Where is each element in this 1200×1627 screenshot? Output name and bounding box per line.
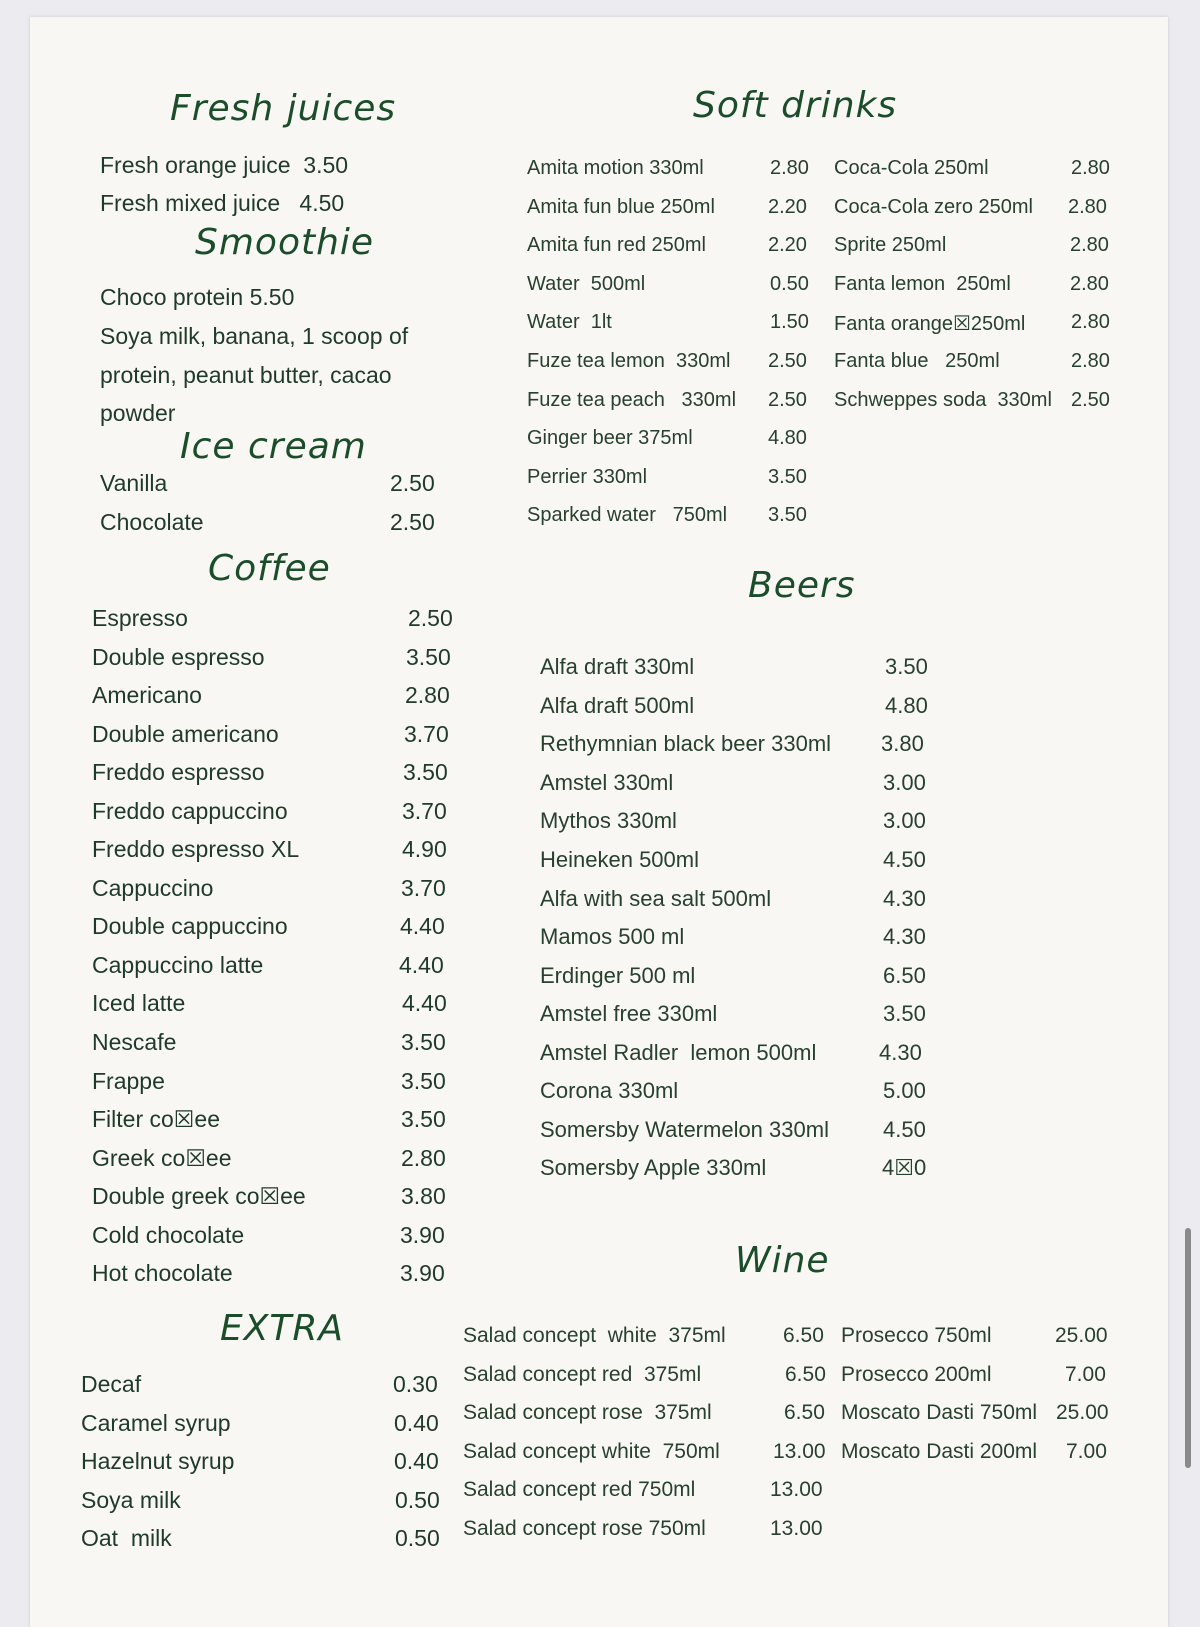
beer-name: Mythos 330ml: [540, 808, 677, 833]
soft-drink-name: Sparked water 750ml: [527, 504, 728, 526]
ice-cream-heading: Ice cream: [180, 426, 367, 467]
soft-drink-name: Schweppes soda 330ml: [834, 389, 1052, 411]
wine-price: 13.00: [770, 1478, 823, 1501]
wine-price: 7.00: [1065, 1363, 1106, 1386]
soft-drink-name: Amita fun blue 250ml: [527, 196, 715, 218]
soft-drink-name: Amita fun red 250ml: [527, 234, 706, 256]
vertical-scrollbar[interactable]: [1185, 1228, 1191, 1468]
soft-drink-name: Fanta orange☒250ml: [834, 313, 1026, 335]
coffee-name: Espresso: [92, 605, 188, 631]
coffee-name: Filter co☒ee: [92, 1106, 220, 1132]
coffee-price: 2.80: [405, 682, 450, 708]
coffee-name: Nescafe: [92, 1029, 177, 1055]
soft-drink-price: 2.80: [1071, 311, 1110, 333]
coffee-price: 4.40: [399, 952, 444, 978]
beer-name: Alfa draft 500ml: [540, 693, 695, 718]
beer-name: Somersby Watermelon 330ml: [540, 1117, 829, 1142]
beer-name: Alfa draft 330ml: [540, 654, 695, 679]
soft-drink-price: 2.80: [1071, 350, 1110, 372]
ice-cream-name: Chocolate: [100, 509, 204, 535]
coffee-price: 3.80: [401, 1183, 446, 1209]
soft-drink-price: 2.20: [768, 234, 807, 256]
beer-price: 4.30: [883, 886, 926, 911]
beer-price: 4.80: [885, 693, 928, 718]
soft-drink-price: 2.50: [1071, 389, 1110, 411]
extra-price: 0.30: [393, 1371, 438, 1397]
soft-drink-price: 0.50: [770, 273, 809, 295]
coffee-name: Frappe: [92, 1068, 165, 1094]
extra-name: Decaf: [81, 1371, 142, 1397]
extra-price: 0.40: [394, 1448, 439, 1474]
coffee-name: Freddo espresso: [92, 759, 265, 785]
soft-drink-name: Ginger beer 375ml: [527, 427, 693, 449]
beer-name: Alfa with sea salt 500ml: [540, 886, 772, 911]
coffee-name: Hot chocolate: [92, 1260, 233, 1286]
soft-drink-name: Coca-Cola 250ml: [834, 157, 989, 179]
ice-cream-price: 2.50: [390, 470, 435, 496]
coffee-price: 3.50: [406, 644, 451, 670]
coffee-name: Double cappuccino: [92, 913, 288, 939]
smoothie-heading: Smoothie: [195, 222, 375, 263]
beer-price: 4.30: [879, 1040, 922, 1065]
soft-drink-name: Fanta blue 250ml: [834, 350, 1000, 372]
smoothie-description: powder: [100, 400, 176, 426]
coffee-price: 3.50: [403, 759, 448, 785]
fresh-juices-heading: Fresh juices: [170, 88, 397, 129]
smoothie-description: Soya milk, banana, 1 scoop of: [100, 323, 409, 349]
soft-drink-name: Fanta lemon 250ml: [834, 273, 1011, 295]
coffee-name: Double greek co☒ee: [92, 1183, 306, 1209]
coffee-price: 3.50: [401, 1106, 446, 1132]
beer-name: Erdinger 500 ml: [540, 963, 696, 988]
soft-drink-price: 4.80: [768, 427, 807, 449]
beer-name: Amstel 330ml: [540, 770, 674, 795]
soft-drink-price: 1.50: [770, 311, 809, 333]
wine-price: 7.00: [1066, 1440, 1107, 1463]
beer-name: Amstel Radler lemon 500ml: [540, 1040, 817, 1065]
beer-name: Mamos 500 ml: [540, 924, 685, 949]
beer-price: 3.80: [881, 731, 924, 756]
wine-price: 25.00: [1055, 1324, 1108, 1347]
soft-drink-price: 2.50: [768, 350, 807, 372]
soft-drink-name: Amita motion 330ml: [527, 157, 704, 179]
beer-name: Somersby Apple 330ml: [540, 1155, 767, 1180]
coffee-price: 4.40: [402, 990, 447, 1016]
coffee-name: Cappuccino: [92, 875, 214, 901]
soft-drink-price: 2.50: [768, 389, 807, 411]
coffee-heading: Coffee: [208, 548, 331, 589]
extra-name: Hazelnut syrup: [81, 1448, 235, 1474]
beer-name: Rethymnian black beer 330ml: [540, 731, 832, 756]
coffee-name: Double americano: [92, 721, 279, 747]
soft-drink-price: 2.20: [768, 196, 807, 218]
soft-drink-price: 3.50: [768, 504, 807, 526]
wine-price: 25.00: [1056, 1401, 1109, 1424]
coffee-price: 3.70: [401, 875, 446, 901]
soft-drink-name: Coca-Cola zero 250ml: [834, 196, 1033, 218]
coffee-name: Americano: [92, 682, 202, 708]
coffee-price: 3.70: [402, 798, 447, 824]
coffee-price: 3.50: [401, 1068, 446, 1094]
beer-name: Amstel free 330ml: [540, 1001, 718, 1026]
menu-item: Fresh mixed juice 4.50: [100, 190, 345, 216]
coffee-price: 2.80: [401, 1145, 446, 1171]
coffee-price: 3.50: [401, 1029, 446, 1055]
beer-price: 4.50: [883, 1117, 926, 1142]
ice-cream-price: 2.50: [390, 509, 435, 535]
wine-price: 6.50: [785, 1363, 826, 1386]
beer-price: 5.00: [883, 1078, 926, 1103]
coffee-price: 3.70: [404, 721, 449, 747]
coffee-price: 3.90: [400, 1222, 445, 1248]
coffee-name: Cappuccino latte: [92, 952, 264, 978]
beer-name: Heineken 500ml: [540, 847, 699, 872]
beer-price: 3.00: [883, 808, 926, 833]
smoothie-description: protein, peanut butter, cacao: [100, 362, 392, 388]
coffee-name: Double espresso: [92, 644, 265, 670]
soft-drinks-heading: Soft drinks: [693, 85, 898, 126]
coffee-name: Freddo espresso XL: [92, 836, 300, 862]
wine-name: Salad concept rose 750ml: [463, 1517, 706, 1540]
soft-drink-price: 2.80: [1070, 234, 1109, 256]
smoothie-item: Choco protein 5.50: [100, 284, 295, 310]
beer-price: 6.50: [883, 963, 926, 988]
coffee-price: 2.50: [408, 605, 453, 631]
extra-name: Oat milk: [81, 1525, 172, 1551]
wine-price: 13.00: [773, 1440, 826, 1463]
wine-price: 13.00: [770, 1517, 823, 1540]
extra-price: 0.50: [395, 1525, 440, 1551]
coffee-name: Cold chocolate: [92, 1222, 245, 1248]
beer-price: 3.50: [885, 654, 928, 679]
beer-name: Corona 330ml: [540, 1078, 679, 1103]
wine-name: Salad concept red 750ml: [463, 1478, 696, 1501]
wine-name: Salad concept red 375ml: [463, 1363, 702, 1386]
wine-name: Salad concept rose 375ml: [463, 1401, 712, 1424]
wine-price: 6.50: [784, 1401, 825, 1424]
ice-cream-name: Vanilla: [100, 470, 168, 496]
beer-price: 4.50: [883, 847, 926, 872]
coffee-price: 4.90: [402, 836, 447, 862]
coffee-name: Freddo cappuccino: [92, 798, 288, 824]
coffee-name: Greek co☒ee: [92, 1145, 232, 1171]
coffee-price: 3.90: [400, 1260, 445, 1286]
wine-name: Moscato Dasti 200ml: [841, 1440, 1038, 1463]
soft-drink-name: Water 1lt: [527, 311, 612, 333]
wine-name: Salad concept white 375ml: [463, 1324, 726, 1347]
beer-price: 4.30: [883, 924, 926, 949]
soft-drink-name: Perrier 330ml: [527, 466, 648, 488]
menu-item: Fresh orange juice 3.50: [100, 152, 349, 178]
extra-name: Soya milk: [81, 1487, 181, 1513]
wine-name: Salad concept white 750ml: [463, 1440, 720, 1463]
soft-drink-price: 2.80: [770, 157, 809, 179]
wine-name: Prosecco 200ml: [841, 1363, 992, 1386]
soft-drink-price: 2.80: [1070, 273, 1109, 295]
coffee-name: Iced latte: [92, 990, 186, 1016]
extra-price: 0.40: [394, 1410, 439, 1436]
coffee-price: 4.40: [400, 913, 445, 939]
wine-price: 6.50: [783, 1324, 824, 1347]
extra-price: 0.50: [395, 1487, 440, 1513]
soft-drink-name: Fuze tea lemon 330ml: [527, 350, 731, 372]
beers-heading: Beers: [748, 565, 856, 606]
soft-drink-price: 2.80: [1071, 157, 1110, 179]
soft-drink-price: 2.80: [1068, 196, 1107, 218]
beer-price: 3.00: [883, 770, 926, 795]
extra-heading: EXTRA: [220, 1308, 345, 1349]
soft-drink-name: Fuze tea peach 330ml: [527, 389, 737, 411]
extra-name: Caramel syrup: [81, 1410, 231, 1436]
wine-name: Prosecco 750ml: [841, 1324, 992, 1347]
soft-drink-name: Water 500ml: [527, 273, 646, 295]
beer-price: 3.50: [883, 1001, 926, 1026]
wine-name: Moscato Dasti 750ml: [841, 1401, 1038, 1424]
soft-drink-price: 3.50: [768, 466, 807, 488]
wine-heading: Wine: [735, 1240, 830, 1281]
soft-drink-name: Sprite 250ml: [834, 234, 947, 256]
beer-price: 4☒0: [882, 1155, 927, 1180]
